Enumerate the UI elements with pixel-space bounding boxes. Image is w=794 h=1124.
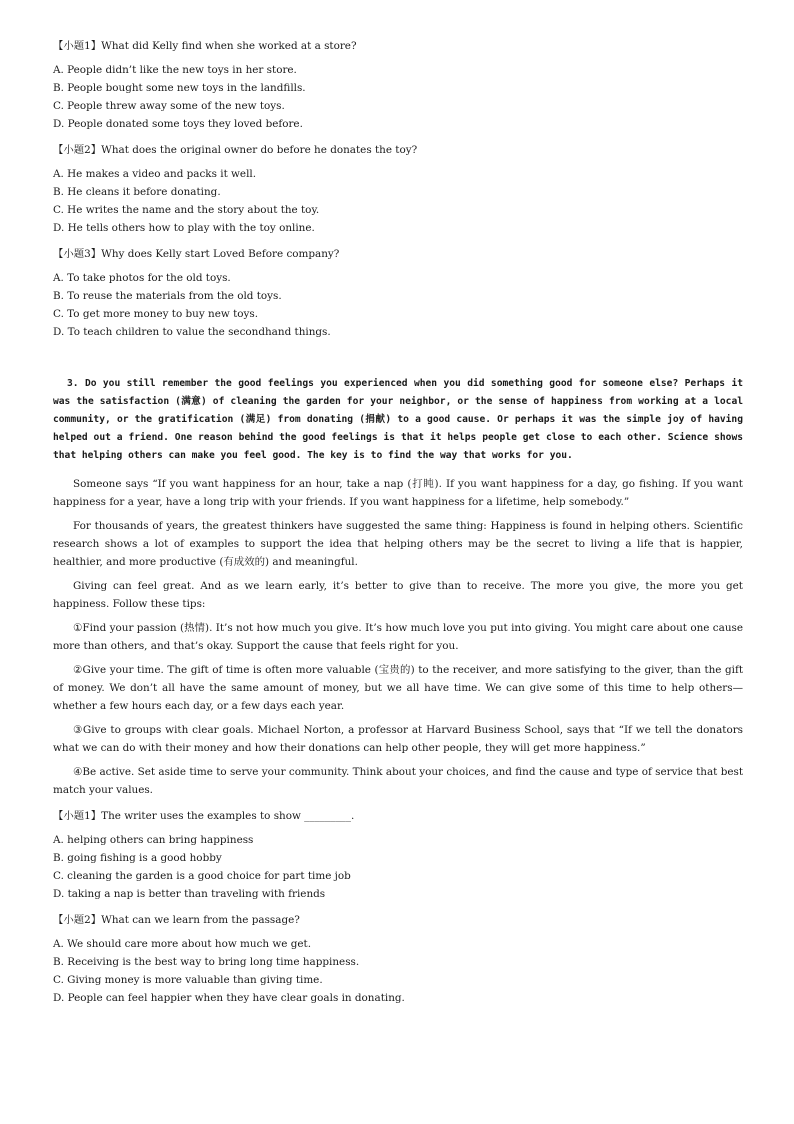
question-stem: 【小题2】What does the original owner do before he donates the toy?: [53, 144, 418, 156]
option-b: B. Receiving is the best way to bring long time happiness.: [53, 955, 360, 968]
question-stem: 【小题2】What can we learn from the passage?: [53, 913, 300, 926]
passage-paragraph: ④Be active. Set aside time to serve your community. Think about your choices, and find the cause and type of service that best match your values.: [53, 765, 743, 796]
option-a: A. To take photos for the old toys.: [53, 272, 231, 284]
option-a: A. helping others can bring happiness: [53, 833, 254, 846]
passage-3: [53, 375, 743, 799]
option-d: D. taking a nap is better than traveling with friends: [53, 887, 326, 900]
option-a: A. He makes a video and packs it well.: [53, 168, 257, 180]
passage-paragraph: ③Give to groups with clear goals. Michael Norton, a professor at Harvard Business School, says that “If we tell the donators what we can do with their money and how their donations can help other people, they will get more happiness.”: [53, 723, 743, 754]
question-2: [53, 141, 743, 237]
option-b: B. To reuse the materials from the old toys.: [53, 290, 282, 302]
passage-paragraph: Someone says “If you want happiness for an hour, take a nap (打盹). If you want happiness for a day, go fishing. If you want happiness for a year, have a long trip with your friends. If you want happiness for a lifetime, help somebody.”: [53, 477, 743, 508]
passage-intro: 3. Do you still remember the good feelings you experienced when you did something good for someone else? Perhaps it was the satisfaction (满意) of cleaning the garden for your neighbor, or the sense of happiness from working at a local community, or the gratification (满足) from donating (捐献) to a good cause. Or perhaps it was the simple joy of having helped out a friend. One reason behind the good feelings is that it helps people get close to each other. Science shows that helping others can make you feel good. The key is to find the way that works for you.: [53, 378, 743, 461]
option-c: C. Giving money is more valuable than giving time.: [53, 973, 323, 986]
question-group-3: [53, 807, 743, 1007]
option-d: D. To teach children to value the secondhand things.: [53, 326, 331, 338]
passage-paragraph: ②Give your time. The gift of time is often more valuable (宝贵的) to the receiver, and more satisfying to the giver, than the gift of money. We don’t all have the same amount of money, but we all have time. We can give some of this time to help others—whether a few hours each day, or a few days each year.: [53, 663, 743, 712]
question-1: [53, 37, 743, 133]
question-1: [53, 807, 743, 903]
option-c: C. People threw away some of the new toys.: [53, 100, 285, 112]
option-d: D. He tells others how to play with the toy online.: [53, 222, 315, 234]
question-group-a: [53, 37, 743, 341]
option-c: C. To get more money to buy new toys.: [53, 308, 259, 320]
option-c: C. He writes the name and the story about the toy.: [53, 204, 320, 216]
option-c: C. cleaning the garden is a good choice for part time job: [53, 869, 351, 882]
question-3: [53, 245, 743, 341]
option-d: D. People donated some toys they loved before.: [53, 118, 303, 130]
question-stem: 【小题3】Why does Kelly start Loved Before company?: [53, 248, 340, 260]
passage-paragraph: For thousands of years, the greatest thinkers have suggested the same thing: Happiness is found in helping others. Scientific research shows a lot of examples to support the idea that helping others may be the secret to living a life that is happier, healthier, and more productive (有成效的) and meaningful.: [53, 519, 743, 568]
passage-paragraph: ①Find your passion (热情). It’s not how much you give. It’s how much love you put into giving. You might care about one cause more than others, and that’s okay. Support the cause that feels right for you.: [53, 621, 743, 652]
option-b: B. He cleans it before donating.: [53, 186, 221, 198]
question-stem: 【小题1】What did Kelly find when she worked at a store?: [53, 40, 357, 52]
option-b: B. going fishing is a good hobby: [53, 851, 222, 864]
option-b: B. People bought some new toys in the landfills.: [53, 82, 306, 94]
question-2: [53, 911, 743, 1007]
document-page: [53, 37, 743, 1015]
option-a: A. We should care more about how much we get.: [53, 937, 312, 950]
question-stem: 【小题1】The writer uses the examples to show _________.: [53, 809, 355, 822]
passage-paragraph: Giving can feel great. And as we learn early, it’s better to give than to receive. The more you give, the more you get happiness. Follow these tips:: [53, 579, 743, 610]
option-d: D. People can feel happier when they have clear goals in donating.: [53, 991, 405, 1004]
option-a: A. People didn’t like the new toys in her store.: [53, 64, 297, 76]
